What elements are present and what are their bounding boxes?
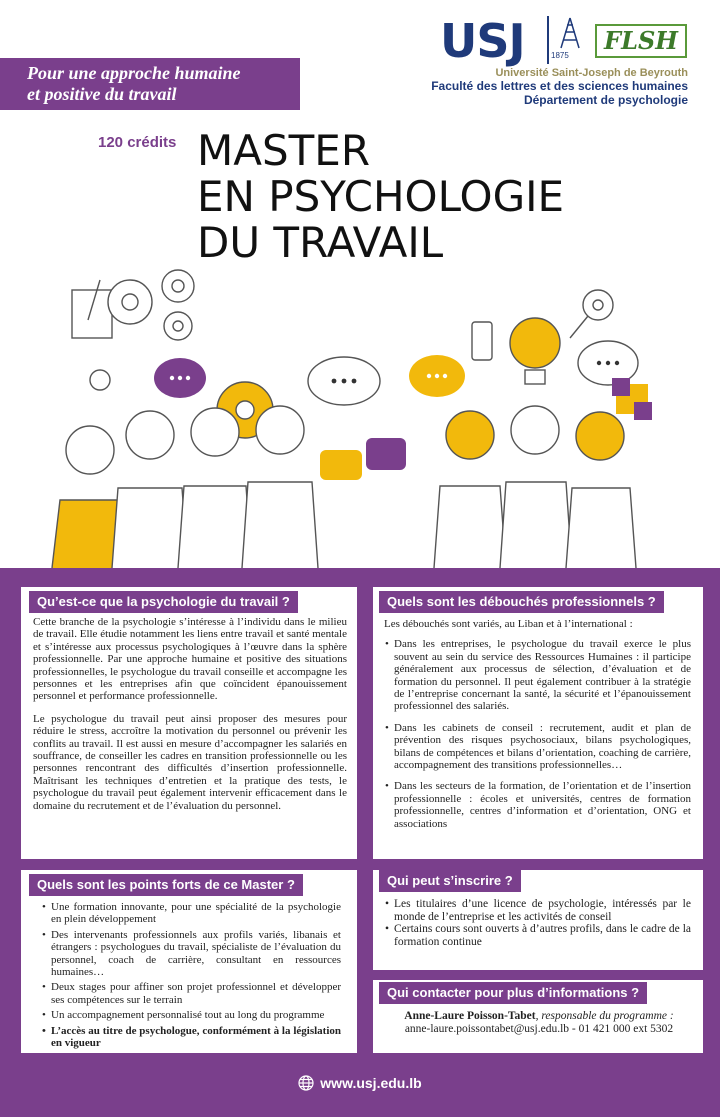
footer xyxy=(0,1075,720,1091)
strengths-item: • L’accès au titre de psychologue, conformément à la législation en vigueur xyxy=(51,1025,341,1050)
faculty-name: Faculté des lettres et des sciences humaines xyxy=(431,79,688,93)
credits-label: 120 crédits xyxy=(98,134,177,151)
strengths-item: • Une formation innovante, pour une spécialité de la psychologie en plein développement xyxy=(51,901,341,926)
text-enroll xyxy=(384,898,691,951)
card-jobs xyxy=(373,587,703,859)
jobs-item: • Dans les entreprises, le psychologue du travail exerce le plus souvent au sein du service des Ressources Humaines : il participe généralement aux processus de sélection, d’évaluation et de formation du personnel. Il peut également contribuer à la stratégie de l’entreprise concernant la santé, la sécurité et l’épanouissement professionnel des salariés. xyxy=(394,638,691,712)
text-strengths xyxy=(41,901,341,1052)
strengths-item: • Deux stages pour affiner son projet professionnel et développer ses compétences sur le terrain xyxy=(51,981,341,1006)
heading-what-is: Qu’est-ce que la psychologie du travail ? xyxy=(29,591,298,613)
strengths-list xyxy=(41,901,341,1049)
university-name: Université Saint-Joseph de Beyrouth xyxy=(495,67,688,79)
heading-enroll: Qui peut s’inscrire ? xyxy=(379,870,521,892)
tagline-banner xyxy=(0,58,300,110)
jobs-item: • Dans les cabinets de conseil : recrutement, audit et plan de prévention des risques psychosociaux, bilans psychologiques, bilans de compétences et bilans d’orientation, coaching de carrière, accompagnement des transitions professionnelles… xyxy=(394,722,691,772)
jobs-item: • Dans les secteurs de la formation, de l’orientation et de l’insertion professionnelle : écoles et universités, centres de formation professionnelle, centres d’information et d’orientation, ONG et associations xyxy=(394,780,691,830)
card-what-is xyxy=(21,587,357,859)
text-contact xyxy=(384,1010,694,1036)
jobs-list xyxy=(384,638,691,830)
tagline-line-1: Pour une approche humaine xyxy=(27,63,241,83)
strengths-item: • Des intervenants professionnels aux profils variés, libanais et étrangers : psychologues du travail, spécialiste de l’évaluation du personnel, coach de carrière, consultant en ressources humaines… xyxy=(51,929,341,979)
heading-contact: Qui contacter pour plus d’informations ? xyxy=(379,982,647,1004)
title-line-3: DU TRAVAIL xyxy=(197,218,444,267)
enroll-item: • Les titulaires d’une licence de psychologie, intéressés par le monde de l’entreprise et les activités de conseil xyxy=(394,898,691,923)
what-paragraph-2: Le psychologue du travail peut ainsi proposer des mesures pour réduire le stress, accroître la motivation du personnel ou prévenir les conflits au travail. Il est aussi en mesure d’accompagner les salariés en souffrance, de conseiller les cadres en transition professionnelle ou les personnes rencontrant des difficultés d’insertion professionnelle. Maîtrisant les techniques d’entretien et la pratique des tests, le psychologue du travail peut également intervenir efficacement dans le domaine du recrutement et de l’évaluation du personnel. xyxy=(33,712,347,812)
contact-line-1 xyxy=(384,1010,694,1023)
flsh-logo: FLSH xyxy=(595,24,687,58)
title-line-2: EN PSYCHOLOGIE xyxy=(197,172,565,221)
title-line-1: MASTER xyxy=(197,126,371,175)
usj-logo: USJ xyxy=(440,14,525,68)
contact-role: , responsable du programme : xyxy=(535,1010,674,1022)
card-enroll xyxy=(373,870,703,970)
card-strengths xyxy=(21,870,357,1053)
enroll-list xyxy=(384,898,691,948)
contact-email[interactable]: anne-laure.poissontabet@usj.edu.lb - 01 421 000 ext 5302 xyxy=(404,1023,674,1035)
department-name: Département de psychologie xyxy=(523,93,688,107)
strengths-item: • Un accompagnement personnalisé tout au long du programme xyxy=(51,1009,341,1021)
jobs-intro: Les débouchés sont variés, au Liban et à l’international : xyxy=(384,618,633,630)
contact-name: Anne-Laure Poisson-Tabet xyxy=(404,1010,536,1022)
heading-strengths: Quels sont les points forts de ce Master ? xyxy=(29,874,303,896)
card-contact xyxy=(373,980,703,1053)
university-block xyxy=(431,67,688,107)
globe-icon xyxy=(298,1075,314,1091)
text-jobs xyxy=(384,618,691,833)
logo-year: 1875 xyxy=(551,51,569,60)
text-what-is xyxy=(33,616,347,822)
page-title xyxy=(197,128,564,266)
team-illustration xyxy=(0,250,720,568)
tagline-line-2: et positive du travail xyxy=(27,84,177,104)
enroll-item: • Certains cours sont ouverts à d’autres profils, dans le cadre de la formation continue xyxy=(394,923,691,948)
what-paragraph-1: Cette branche de la psychologie s’intéresse à l’individu dans le milieu de travail. Elle étudie notamment les liens entre travail et santé mentale et s’intéresse aux processus psychologiques à l’œuvre dans la sphère professionnelle. Par une approche humaine et positive des situations professionnelles, le psychologue du travail conseille et accompagne les personnes et les entreprises afin que coïncident épanouissement personnel et performance professionnelle. xyxy=(33,616,347,703)
footer-url[interactable]: www.usj.edu.lb xyxy=(320,1075,422,1091)
heading-jobs: Quels sont les débouchés professionnels ? xyxy=(379,591,664,613)
